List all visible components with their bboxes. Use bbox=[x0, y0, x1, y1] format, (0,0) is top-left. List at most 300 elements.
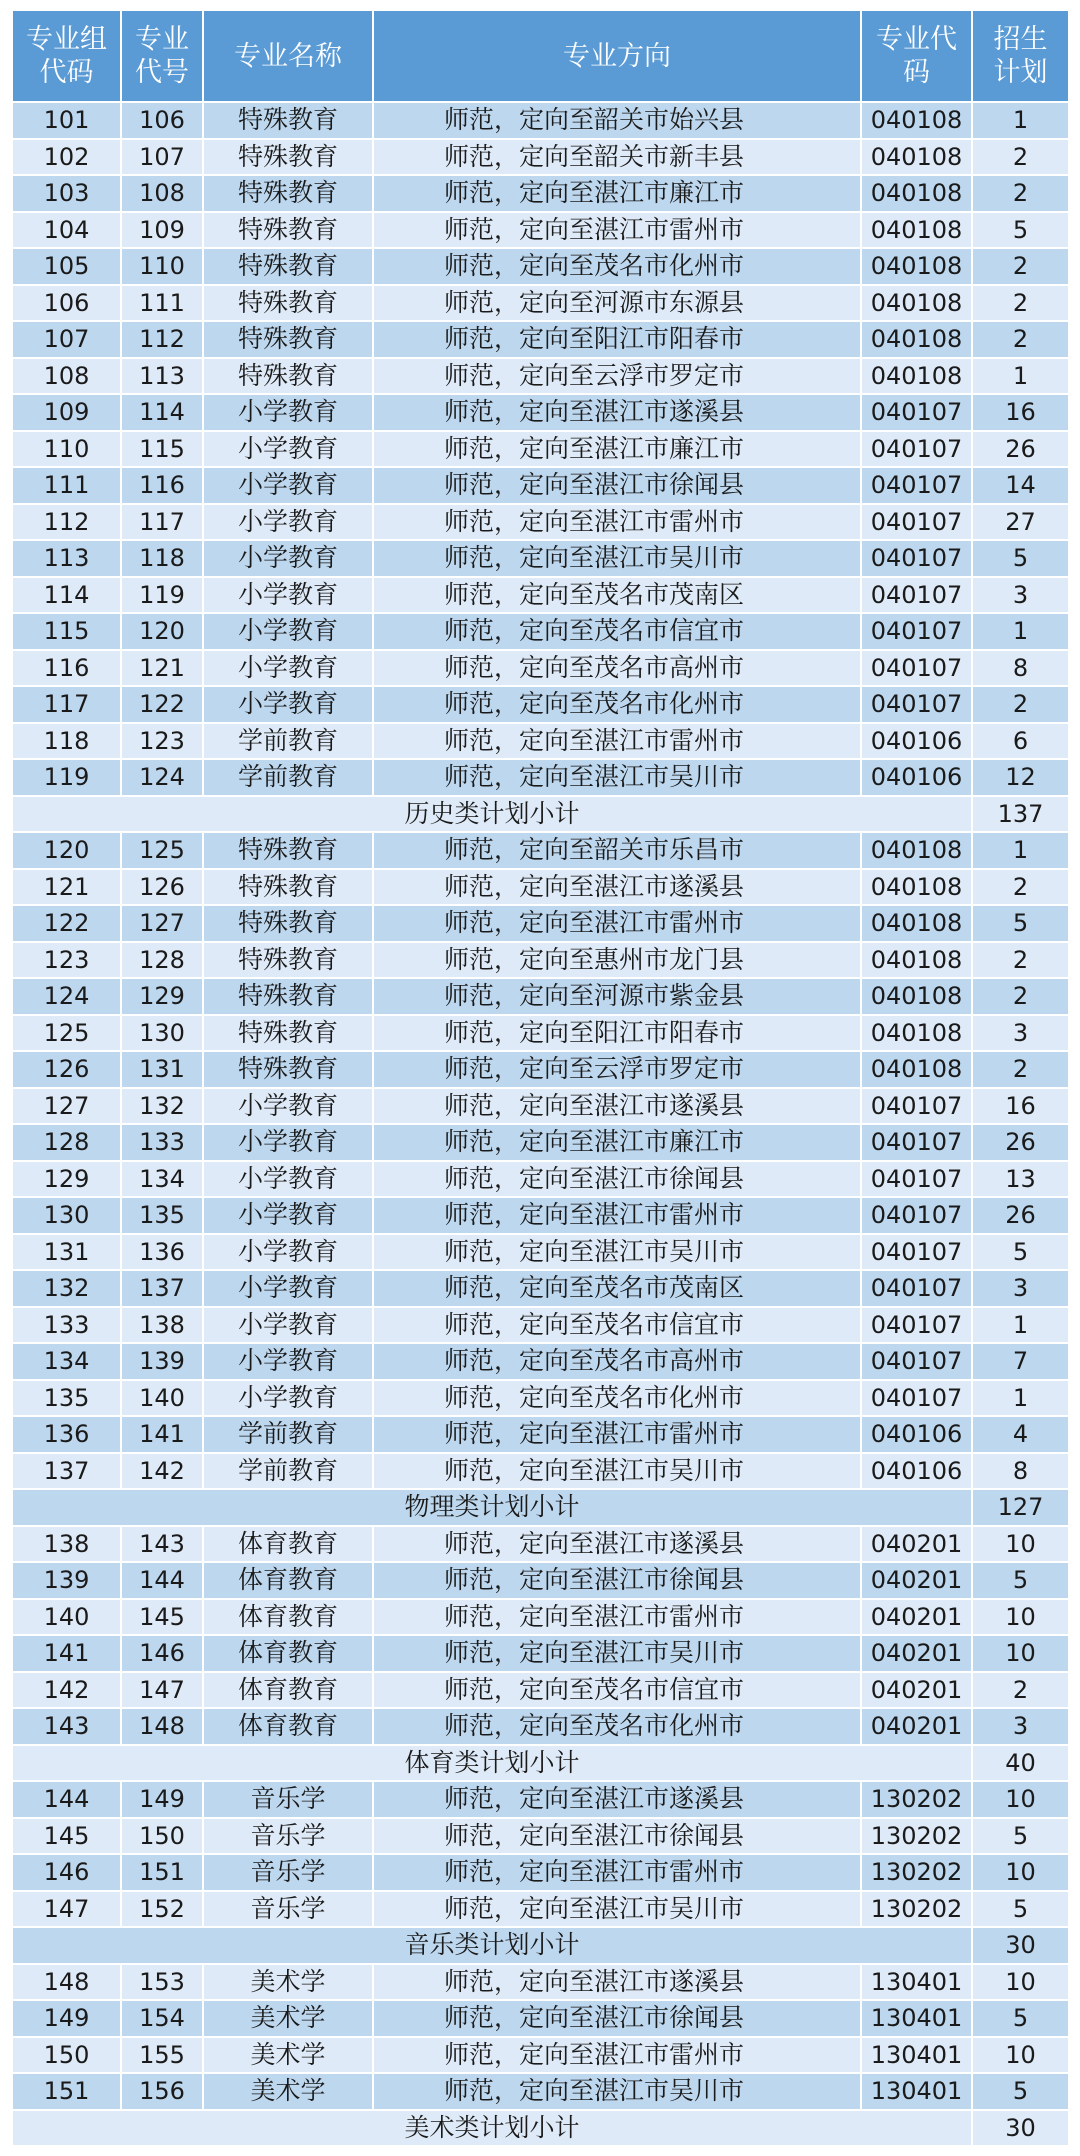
subtotal-label: 音乐类计划小计 bbox=[12, 1927, 972, 1964]
cell-major-no: 117 bbox=[121, 504, 203, 541]
subtotal-label: 物理类计划小计 bbox=[12, 1489, 972, 1526]
cell-major-no: 110 bbox=[121, 248, 203, 285]
cell-major-no: 108 bbox=[121, 175, 203, 212]
table-row bbox=[12, 1234, 1069, 1271]
cell-group-code: 111 bbox=[12, 467, 121, 504]
cell-major-direction: 师范，定向至茂名市信宜市 bbox=[373, 1307, 861, 1344]
cell-major-direction: 师范，定向至茂名市化州市 bbox=[373, 1380, 861, 1417]
cell-major-name: 小学教育 bbox=[203, 1234, 373, 1271]
table-row bbox=[12, 650, 1069, 687]
cell-group-code: 132 bbox=[12, 1270, 121, 1307]
cell-major-no: 134 bbox=[121, 1161, 203, 1198]
table-row bbox=[12, 139, 1069, 176]
enrollment-plan-table bbox=[11, 9, 1070, 2147]
cell-major-no: 150 bbox=[121, 1818, 203, 1855]
cell-major-direction: 师范，定向至湛江市徐闻县 bbox=[373, 467, 861, 504]
cell-group-code: 135 bbox=[12, 1380, 121, 1417]
table-row bbox=[12, 358, 1069, 395]
cell-group-code: 141 bbox=[12, 1635, 121, 1672]
cell-group-code: 119 bbox=[12, 759, 121, 796]
cell-group-code: 125 bbox=[12, 1015, 121, 1052]
cell-enrollment-plan: 26 bbox=[972, 1124, 1069, 1161]
cell-major-code: 040107 bbox=[861, 1343, 972, 1380]
cell-enrollment-plan: 14 bbox=[972, 467, 1069, 504]
subtotal-label: 体育类计划小计 bbox=[12, 1745, 972, 1782]
cell-group-code: 110 bbox=[12, 431, 121, 468]
cell-group-code: 106 bbox=[12, 285, 121, 322]
cell-major-no: 142 bbox=[121, 1453, 203, 1490]
table-row bbox=[12, 285, 1069, 322]
subtotal-row bbox=[12, 1927, 1069, 1964]
cell-group-code: 147 bbox=[12, 1891, 121, 1928]
cell-major-no: 146 bbox=[121, 1635, 203, 1672]
cell-major-direction: 师范，定向至茂名市化州市 bbox=[373, 686, 861, 723]
header-enrollment-plan bbox=[972, 10, 1069, 102]
cell-major-direction: 师范，定向至惠州市龙门县 bbox=[373, 942, 861, 979]
cell-enrollment-plan: 27 bbox=[972, 504, 1069, 541]
cell-major-direction: 师范，定向至茂名市化州市 bbox=[373, 248, 861, 285]
cell-major-name: 美术学 bbox=[203, 2037, 373, 2074]
cell-major-direction: 师范，定向至湛江市吴川市 bbox=[373, 1234, 861, 1271]
table-row bbox=[12, 2037, 1069, 2074]
cell-enrollment-plan: 6 bbox=[972, 723, 1069, 760]
cell-group-code: 130 bbox=[12, 1197, 121, 1234]
cell-group-code: 115 bbox=[12, 613, 121, 650]
cell-enrollment-plan: 2 bbox=[972, 321, 1069, 358]
cell-major-name: 小学教育 bbox=[203, 613, 373, 650]
cell-major-name: 小学教育 bbox=[203, 504, 373, 541]
header-group-code bbox=[12, 10, 121, 102]
cell-major-name: 小学教育 bbox=[203, 1161, 373, 1198]
cell-major-code: 130202 bbox=[861, 1818, 972, 1855]
cell-major-no: 111 bbox=[121, 285, 203, 322]
cell-enrollment-plan: 2 bbox=[972, 139, 1069, 176]
cell-enrollment-plan: 2 bbox=[972, 978, 1069, 1015]
cell-major-name: 学前教育 bbox=[203, 1453, 373, 1490]
cell-major-direction: 师范，定向至湛江市雷州市 bbox=[373, 1599, 861, 1636]
cell-major-name: 特殊教育 bbox=[203, 1015, 373, 1052]
cell-major-code: 040107 bbox=[861, 540, 972, 577]
cell-major-no: 116 bbox=[121, 467, 203, 504]
cell-major-name: 小学教育 bbox=[203, 540, 373, 577]
table-row bbox=[12, 942, 1069, 979]
cell-major-name: 体育教育 bbox=[203, 1635, 373, 1672]
cell-group-code: 133 bbox=[12, 1307, 121, 1344]
cell-major-no: 113 bbox=[121, 358, 203, 395]
cell-major-direction: 师范，定向至湛江市吴川市 bbox=[373, 1891, 861, 1928]
cell-major-no: 131 bbox=[121, 1051, 203, 1088]
cell-group-code: 149 bbox=[12, 2000, 121, 2037]
cell-major-direction: 师范，定向至湛江市徐闻县 bbox=[373, 1818, 861, 1855]
cell-enrollment-plan: 16 bbox=[972, 1088, 1069, 1125]
cell-major-direction: 师范，定向至湛江市雷州市 bbox=[373, 1854, 861, 1891]
cell-major-direction: 师范，定向至湛江市雷州市 bbox=[373, 2037, 861, 2074]
cell-major-no: 112 bbox=[121, 321, 203, 358]
cell-major-name: 体育教育 bbox=[203, 1599, 373, 1636]
header-text-line: 计划 bbox=[993, 57, 1048, 88]
cell-group-code: 113 bbox=[12, 540, 121, 577]
cell-major-name: 美术学 bbox=[203, 2000, 373, 2037]
cell-major-no: 149 bbox=[121, 1781, 203, 1818]
table-row bbox=[12, 905, 1069, 942]
table-row bbox=[12, 1635, 1069, 1672]
cell-major-no: 133 bbox=[121, 1124, 203, 1161]
table-row bbox=[12, 467, 1069, 504]
cell-enrollment-plan: 8 bbox=[972, 1453, 1069, 1490]
cell-major-name: 特殊教育 bbox=[203, 102, 373, 139]
cell-major-code: 040108 bbox=[861, 212, 972, 249]
cell-major-code: 040108 bbox=[861, 358, 972, 395]
cell-major-no: 152 bbox=[121, 1891, 203, 1928]
header-major-no bbox=[121, 10, 203, 102]
subtotal-value: 137 bbox=[972, 796, 1069, 833]
cell-group-code: 122 bbox=[12, 905, 121, 942]
cell-major-no: 147 bbox=[121, 1672, 203, 1709]
table-row bbox=[12, 613, 1069, 650]
cell-major-direction: 师范，定向至湛江市吴川市 bbox=[373, 540, 861, 577]
table-row bbox=[12, 1343, 1069, 1380]
table-row bbox=[12, 212, 1069, 249]
cell-major-code: 040108 bbox=[861, 869, 972, 906]
cell-major-direction: 师范，定向至茂名市高州市 bbox=[373, 1343, 861, 1380]
table-row bbox=[12, 540, 1069, 577]
cell-group-code: 129 bbox=[12, 1161, 121, 1198]
cell-major-no: 138 bbox=[121, 1307, 203, 1344]
cell-major-name: 小学教育 bbox=[203, 1343, 373, 1380]
cell-major-direction: 师范，定向至韶关市始兴县 bbox=[373, 102, 861, 139]
header-text-line: 专业方向 bbox=[563, 40, 671, 72]
cell-major-name: 特殊教育 bbox=[203, 942, 373, 979]
cell-major-direction: 师范，定向至湛江市遂溪县 bbox=[373, 1088, 861, 1125]
cell-enrollment-plan: 2 bbox=[972, 248, 1069, 285]
header-row bbox=[12, 10, 1069, 102]
cell-major-direction: 师范，定向至湛江市遂溪县 bbox=[373, 394, 861, 431]
table-row bbox=[12, 1161, 1069, 1198]
cell-group-code: 118 bbox=[12, 723, 121, 760]
cell-enrollment-plan: 5 bbox=[972, 1234, 1069, 1271]
cell-major-name: 小学教育 bbox=[203, 1307, 373, 1344]
cell-major-name: 美术学 bbox=[203, 1964, 373, 2001]
table-row bbox=[12, 1599, 1069, 1636]
table-row bbox=[12, 1818, 1069, 1855]
cell-major-name: 音乐学 bbox=[203, 1891, 373, 1928]
cell-major-code: 040106 bbox=[861, 1416, 972, 1453]
cell-major-direction: 师范，定向至湛江市吴川市 bbox=[373, 1635, 861, 1672]
cell-major-no: 143 bbox=[121, 1526, 203, 1563]
cell-major-code: 040108 bbox=[861, 175, 972, 212]
cell-enrollment-plan: 3 bbox=[972, 577, 1069, 614]
cell-major-code: 130401 bbox=[861, 1964, 972, 2001]
cell-enrollment-plan: 5 bbox=[972, 212, 1069, 249]
cell-major-direction: 师范，定向至湛江市廉江市 bbox=[373, 175, 861, 212]
cell-group-code: 145 bbox=[12, 1818, 121, 1855]
cell-major-code: 040107 bbox=[861, 1161, 972, 1198]
cell-major-code: 040108 bbox=[861, 1015, 972, 1052]
cell-enrollment-plan: 26 bbox=[972, 431, 1069, 468]
header-major-direction bbox=[373, 10, 861, 102]
cell-major-direction: 师范，定向至湛江市廉江市 bbox=[373, 1124, 861, 1161]
cell-major-code: 040108 bbox=[861, 1051, 972, 1088]
cell-major-direction: 师范，定向至湛江市遂溪县 bbox=[373, 1781, 861, 1818]
cell-major-code: 130202 bbox=[861, 1781, 972, 1818]
cell-major-no: 115 bbox=[121, 431, 203, 468]
table-row bbox=[12, 759, 1069, 796]
cell-major-name: 特殊教育 bbox=[203, 905, 373, 942]
cell-enrollment-plan: 1 bbox=[972, 1307, 1069, 1344]
table-row bbox=[12, 1015, 1069, 1052]
header-text-line: 专业代 bbox=[876, 24, 957, 55]
cell-major-no: 127 bbox=[121, 905, 203, 942]
cell-major-direction: 师范，定向至湛江市雷州市 bbox=[373, 1197, 861, 1234]
cell-major-name: 特殊教育 bbox=[203, 212, 373, 249]
cell-major-code: 040201 bbox=[861, 1599, 972, 1636]
cell-major-code: 040201 bbox=[861, 1635, 972, 1672]
table-row bbox=[12, 2000, 1069, 2037]
cell-group-code: 127 bbox=[12, 1088, 121, 1125]
cell-major-direction: 师范，定向至湛江市吴川市 bbox=[373, 759, 861, 796]
header-text-line: 招生 bbox=[993, 24, 1048, 55]
cell-major-name: 小学教育 bbox=[203, 686, 373, 723]
cell-major-name: 美术学 bbox=[203, 2073, 373, 2110]
cell-major-no: 106 bbox=[121, 102, 203, 139]
header-major-code bbox=[861, 10, 972, 102]
header-text-line: 码 bbox=[903, 57, 930, 88]
table-row bbox=[12, 175, 1069, 212]
cell-enrollment-plan: 13 bbox=[972, 1161, 1069, 1198]
cell-group-code: 144 bbox=[12, 1781, 121, 1818]
cell-major-code: 040107 bbox=[861, 686, 972, 723]
cell-major-code: 040107 bbox=[861, 1270, 972, 1307]
cell-enrollment-plan: 10 bbox=[972, 1599, 1069, 1636]
cell-enrollment-plan: 2 bbox=[972, 686, 1069, 723]
subtotal-label: 历史类计划小计 bbox=[12, 796, 972, 833]
cell-major-name: 小学教育 bbox=[203, 1088, 373, 1125]
cell-major-direction: 师范，定向至河源市紫金县 bbox=[373, 978, 861, 1015]
cell-group-code: 138 bbox=[12, 1526, 121, 1563]
cell-major-direction: 师范，定向至湛江市遂溪县 bbox=[373, 869, 861, 906]
cell-major-code: 130202 bbox=[861, 1854, 972, 1891]
cell-major-code: 040108 bbox=[861, 905, 972, 942]
table-row bbox=[12, 832, 1069, 869]
cell-major-code: 040106 bbox=[861, 723, 972, 760]
cell-group-code: 112 bbox=[12, 504, 121, 541]
cell-enrollment-plan: 5 bbox=[972, 2073, 1069, 2110]
cell-major-name: 小学教育 bbox=[203, 1197, 373, 1234]
cell-group-code: 105 bbox=[12, 248, 121, 285]
cell-major-name: 特殊教育 bbox=[203, 978, 373, 1015]
cell-group-code: 137 bbox=[12, 1453, 121, 1490]
cell-enrollment-plan: 12 bbox=[972, 759, 1069, 796]
cell-major-no: 130 bbox=[121, 1015, 203, 1052]
cell-major-code: 040107 bbox=[861, 613, 972, 650]
table-row bbox=[12, 248, 1069, 285]
cell-major-direction: 师范，定向至湛江市遂溪县 bbox=[373, 1964, 861, 2001]
cell-major-no: 154 bbox=[121, 2000, 203, 2037]
cell-enrollment-plan: 1 bbox=[972, 358, 1069, 395]
cell-major-direction: 师范，定向至湛江市遂溪县 bbox=[373, 1526, 861, 1563]
cell-major-name: 体育教育 bbox=[203, 1526, 373, 1563]
cell-major-code: 040107 bbox=[861, 650, 972, 687]
cell-major-code: 040107 bbox=[861, 577, 972, 614]
subtotal-row bbox=[12, 1489, 1069, 1526]
cell-major-code: 040106 bbox=[861, 759, 972, 796]
table-row bbox=[12, 1416, 1069, 1453]
table-row bbox=[12, 1270, 1069, 1307]
cell-major-no: 156 bbox=[121, 2073, 203, 2110]
cell-major-name: 体育教育 bbox=[203, 1708, 373, 1745]
cell-major-name: 特殊教育 bbox=[203, 139, 373, 176]
table-row bbox=[12, 431, 1069, 468]
cell-group-code: 108 bbox=[12, 358, 121, 395]
cell-enrollment-plan: 3 bbox=[972, 1708, 1069, 1745]
cell-major-name: 音乐学 bbox=[203, 1854, 373, 1891]
cell-major-no: 136 bbox=[121, 1234, 203, 1271]
cell-major-code: 130401 bbox=[861, 2073, 972, 2110]
cell-group-code: 143 bbox=[12, 1708, 121, 1745]
table-row bbox=[12, 1562, 1069, 1599]
cell-major-direction: 师范，定向至湛江市雷州市 bbox=[373, 504, 861, 541]
header-text-line: 专业名称 bbox=[234, 40, 342, 72]
table-row bbox=[12, 1781, 1069, 1818]
table-row bbox=[12, 577, 1069, 614]
cell-enrollment-plan: 10 bbox=[972, 1964, 1069, 2001]
cell-group-code: 126 bbox=[12, 1051, 121, 1088]
cell-major-name: 小学教育 bbox=[203, 1380, 373, 1417]
table-row bbox=[12, 1526, 1069, 1563]
cell-major-name: 特殊教育 bbox=[203, 832, 373, 869]
cell-enrollment-plan: 1 bbox=[972, 102, 1069, 139]
cell-group-code: 134 bbox=[12, 1343, 121, 1380]
cell-major-code: 040201 bbox=[861, 1562, 972, 1599]
header-text-line: 代码 bbox=[39, 57, 94, 88]
cell-major-name: 特殊教育 bbox=[203, 358, 373, 395]
cell-group-code: 139 bbox=[12, 1562, 121, 1599]
table-row bbox=[12, 723, 1069, 760]
cell-major-direction: 师范，定向至湛江市廉江市 bbox=[373, 431, 861, 468]
cell-enrollment-plan: 1 bbox=[972, 1380, 1069, 1417]
cell-enrollment-plan: 5 bbox=[972, 1562, 1069, 1599]
cell-group-code: 136 bbox=[12, 1416, 121, 1453]
cell-major-direction: 师范，定向至云浮市罗定市 bbox=[373, 358, 861, 395]
cell-major-no: 139 bbox=[121, 1343, 203, 1380]
cell-enrollment-plan: 8 bbox=[972, 650, 1069, 687]
cell-major-code: 040107 bbox=[861, 1234, 972, 1271]
cell-major-direction: 师范，定向至韶关市新丰县 bbox=[373, 139, 861, 176]
cell-group-code: 140 bbox=[12, 1599, 121, 1636]
cell-major-name: 音乐学 bbox=[203, 1781, 373, 1818]
table-row bbox=[12, 1197, 1069, 1234]
cell-major-no: 120 bbox=[121, 613, 203, 650]
cell-major-direction: 师范，定向至阳江市阳春市 bbox=[373, 1015, 861, 1052]
cell-enrollment-plan: 2 bbox=[972, 1672, 1069, 1709]
table-row bbox=[12, 1124, 1069, 1161]
cell-major-direction: 师范，定向至湛江市徐闻县 bbox=[373, 1161, 861, 1198]
cell-major-code: 130401 bbox=[861, 2000, 972, 2037]
cell-group-code: 102 bbox=[12, 139, 121, 176]
cell-major-name: 学前教育 bbox=[203, 723, 373, 760]
cell-major-no: 155 bbox=[121, 2037, 203, 2074]
cell-major-direction: 师范，定向至茂名市信宜市 bbox=[373, 613, 861, 650]
cell-major-code: 040107 bbox=[861, 504, 972, 541]
cell-group-code: 101 bbox=[12, 102, 121, 139]
cell-major-direction: 师范，定向至湛江市徐闻县 bbox=[373, 2000, 861, 2037]
cell-group-code: 117 bbox=[12, 686, 121, 723]
cell-major-direction: 师范，定向至茂名市信宜市 bbox=[373, 1672, 861, 1709]
table-row bbox=[12, 1307, 1069, 1344]
cell-major-no: 121 bbox=[121, 650, 203, 687]
table-body bbox=[12, 102, 1069, 2146]
cell-enrollment-plan: 2 bbox=[972, 942, 1069, 979]
cell-major-no: 137 bbox=[121, 1270, 203, 1307]
cell-major-direction: 师范，定向至茂名市茂南区 bbox=[373, 577, 861, 614]
cell-major-code: 040107 bbox=[861, 1307, 972, 1344]
cell-major-code: 040107 bbox=[861, 1088, 972, 1125]
subtotal-value: 127 bbox=[972, 1489, 1069, 1526]
cell-enrollment-plan: 5 bbox=[972, 540, 1069, 577]
cell-major-no: 153 bbox=[121, 1964, 203, 2001]
cell-group-code: 148 bbox=[12, 1964, 121, 2001]
cell-enrollment-plan: 3 bbox=[972, 1270, 1069, 1307]
cell-group-code: 107 bbox=[12, 321, 121, 358]
cell-enrollment-plan: 10 bbox=[972, 1526, 1069, 1563]
cell-group-code: 121 bbox=[12, 869, 121, 906]
table-row bbox=[12, 321, 1069, 358]
cell-group-code: 142 bbox=[12, 1672, 121, 1709]
cell-major-name: 特殊教育 bbox=[203, 248, 373, 285]
cell-major-code: 040201 bbox=[861, 1526, 972, 1563]
cell-enrollment-plan: 4 bbox=[972, 1416, 1069, 1453]
header-text-line: 代号 bbox=[135, 57, 189, 88]
subtotal-row bbox=[12, 1745, 1069, 1782]
cell-major-code: 130202 bbox=[861, 1891, 972, 1928]
cell-major-no: 151 bbox=[121, 1854, 203, 1891]
cell-major-direction: 师范，定向至湛江市雷州市 bbox=[373, 905, 861, 942]
cell-major-code: 040108 bbox=[861, 321, 972, 358]
cell-major-code: 040108 bbox=[861, 942, 972, 979]
subtotal-value: 40 bbox=[972, 1745, 1069, 1782]
cell-group-code: 116 bbox=[12, 650, 121, 687]
cell-major-direction: 师范，定向至湛江市雷州市 bbox=[373, 1416, 861, 1453]
cell-major-no: 128 bbox=[121, 942, 203, 979]
cell-enrollment-plan: 1 bbox=[972, 832, 1069, 869]
cell-major-code: 040108 bbox=[861, 285, 972, 322]
cell-major-direction: 师范，定向至茂名市茂南区 bbox=[373, 1270, 861, 1307]
cell-enrollment-plan: 10 bbox=[972, 1854, 1069, 1891]
cell-group-code: 123 bbox=[12, 942, 121, 979]
table-row bbox=[12, 394, 1069, 431]
table-row bbox=[12, 2073, 1069, 2110]
cell-enrollment-plan: 2 bbox=[972, 175, 1069, 212]
cell-major-code: 040108 bbox=[861, 102, 972, 139]
cell-major-name: 小学教育 bbox=[203, 1270, 373, 1307]
table-row bbox=[12, 1453, 1069, 1490]
table-row bbox=[12, 1708, 1069, 1745]
cell-enrollment-plan: 1 bbox=[972, 613, 1069, 650]
cell-major-code: 040107 bbox=[861, 467, 972, 504]
table-row bbox=[12, 1964, 1069, 2001]
cell-major-name: 特殊教育 bbox=[203, 1051, 373, 1088]
cell-major-code: 040108 bbox=[861, 832, 972, 869]
cell-group-code: 109 bbox=[12, 394, 121, 431]
cell-major-name: 特殊教育 bbox=[203, 321, 373, 358]
cell-enrollment-plan: 2 bbox=[972, 869, 1069, 906]
cell-major-direction: 师范，定向至云浮市罗定市 bbox=[373, 1051, 861, 1088]
cell-major-name: 小学教育 bbox=[203, 467, 373, 504]
cell-major-name: 小学教育 bbox=[203, 431, 373, 468]
table-row bbox=[12, 686, 1069, 723]
cell-major-no: 118 bbox=[121, 540, 203, 577]
cell-enrollment-plan: 7 bbox=[972, 1343, 1069, 1380]
